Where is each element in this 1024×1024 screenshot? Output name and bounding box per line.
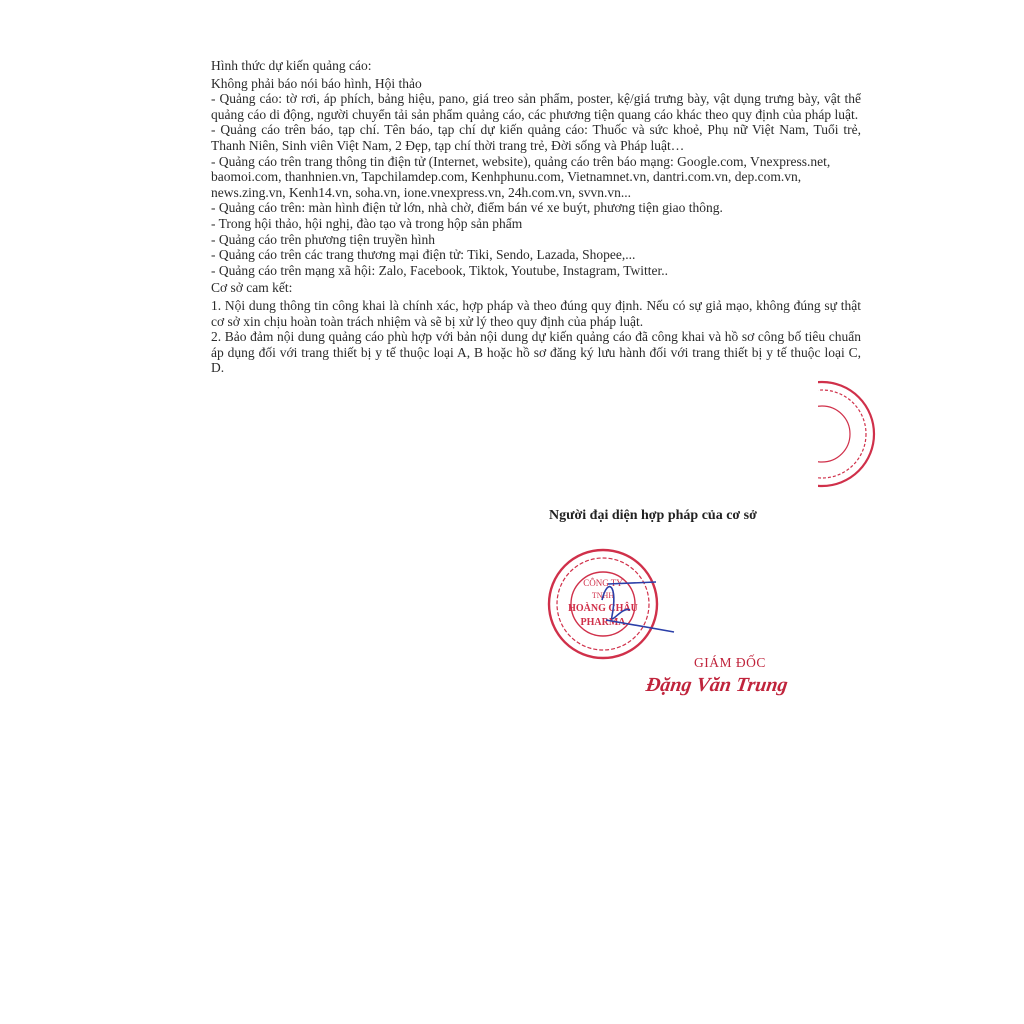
ad-form-heading: Hình thức dự kiến quảng cáo: — [211, 58, 372, 73]
ad-line: - Quảng cáo trên trang thông tin điện tử (Internet, website), quảng cáo trên báo mạng: Google.com, Vnexpress.net, baomoi.com, thanhnien.vn, Tapchilamdep.com, Kenhphunu.com, Vietnamnet.vn, dantri.com.vn, dep.com.vn, news.zing.vn, Kenh14.vn, soha.vn, ione.vnexpress.vn, 24h.com.vn, svvn.vn... — [211, 153, 831, 200]
svg-text:CÔNG TY: CÔNG TY — [583, 578, 623, 588]
ad-line: - Quảng cáo trên mạng xã hội: Zalo, Facebook, Tiktok, Youtube, Instagram, Twitter.. — [211, 262, 668, 278]
ad-line: - Quảng cáo: tờ rơi, áp phích, bảng hiệu, pano, giá treo sản phẩm, poster, kệ/giá trưng bày, vật dụng trưng bày, vật thể quảng cáo di động, người chuyển tải sản phẩm quảng cáo, các phương tiện quang cáo khác theo quy định của pháp luật. — [211, 91, 861, 122]
commit-item-1: 1. Nội dung thông tin công khai là chính xác, hợp pháp và theo đúng quy định. Nếu có sự giả mạo, không đúng sự thật cơ sở xin chịu hoàn toàn trách nhiệm và sẽ bị xử lý theo quy định của pháp luật. — [211, 297, 861, 329]
ad-line: - Quảng cáo trên các trang thương mại điện tử: Tiki, Sendo, Lazada, Shopee,... — [211, 247, 636, 263]
ad-line: - Quảng cáo trên phương tiện truyền hình — [211, 231, 436, 247]
partial-seal-stamp — [818, 378, 878, 490]
company-seal-stamp — [538, 546, 678, 662]
director-title: GIÁM ĐỐC — [694, 655, 766, 670]
ad-line: Không phải báo nói báo hình, Hội thảo — [211, 75, 422, 91]
svg-text:TNHH: TNHH — [591, 591, 615, 600]
commit-heading: Cơ sở cam kết: — [211, 280, 293, 296]
commit-item-2: 2. Bảo đảm nội dung quảng cáo phù hợp với bản nội dung dự kiến quảng cáo đã công khai và hồ sơ công bố tiêu chuẩn áp dụng đối với trang thiết bị y tế thuộc loại A, B hoặc hồ sơ đăng ký lưu hành đối với trang thiết bị y tế thuộc loại C, D. — [211, 329, 861, 376]
representative-label: Người đại diện hợp pháp của cơ sở — [549, 508, 757, 523]
ad-line: - Quảng cáo trên báo, tạp chí. Tên báo, tạp chí dự kiến quảng cáo: Thuốc và sức khoẻ, Phụ nữ Việt Nam, Tuổi trẻ, Thanh Niên, Sinh viên Việt Nam, 2 Đẹp, tạp chí thời trang trẻ, Đời sống và Pháp luật… — [211, 122, 861, 153]
director-signature-name: Đặng Văn Trung — [644, 674, 790, 696]
ad-line: - Trong hội thảo, hội nghị, đào tạo và trong hộp sản phẩm — [211, 215, 523, 231]
document-body — [211, 58, 861, 376]
ad-line: - Quảng cáo trên: màn hình điện tử lớn, nhà chờ, điểm bán vé xe buýt, phương tiện giao thông. — [211, 200, 723, 216]
svg-text:PHARMA: PHARMA — [580, 617, 626, 628]
svg-text:HOÀNG CHÂU: HOÀNG CHÂU — [568, 603, 638, 614]
